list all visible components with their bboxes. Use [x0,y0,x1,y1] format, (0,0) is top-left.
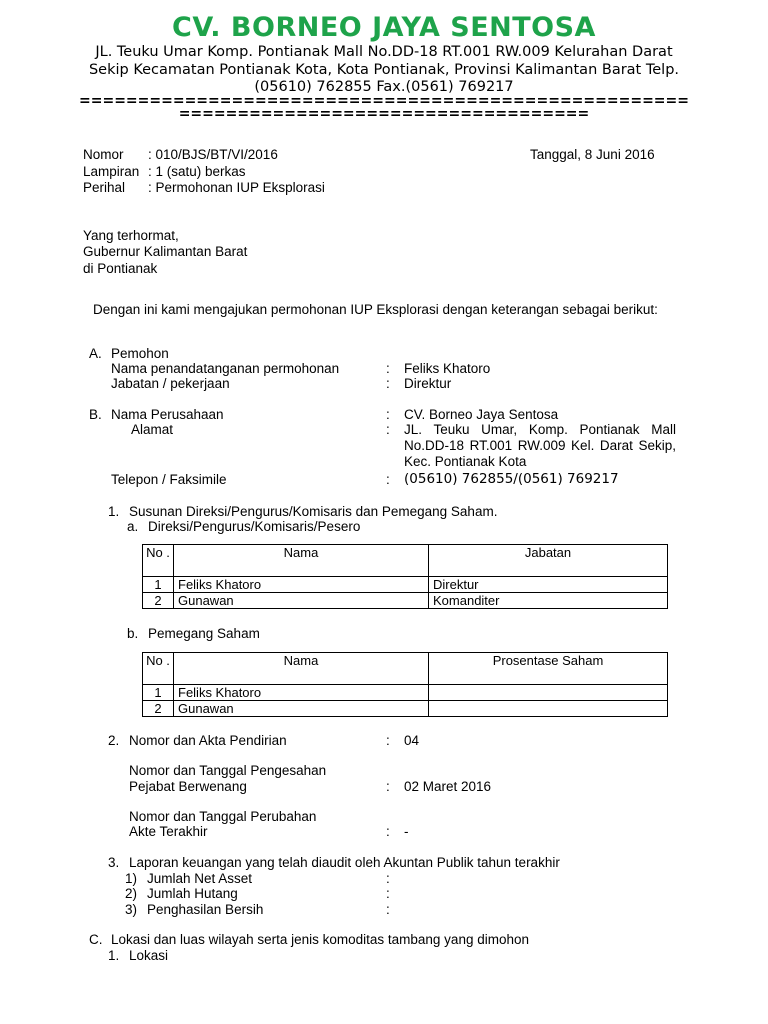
item-3-marker: 3. [108,855,120,870]
letterhead-rule-2: =================================== [178,107,590,122]
applicant-position-value: Direktur [404,376,452,391]
item-1-marker: 1. [108,504,120,519]
intro-paragraph: Dengan ini kami mengajukan permohonan IUP Eksplorasi dengan keterangan sebagai berikut: [93,302,658,317]
colon: : [386,733,390,748]
debt-label: Jumlah Hutang [147,886,238,901]
table-header-row [143,545,668,577]
perihal-label: Perihal [83,180,126,195]
perubahan-label-1: Nomor dan Tanggal Perubahan [129,809,317,824]
pengesahan-label-2: Pejabat Berwenang [129,779,247,794]
cell-saham [429,685,668,701]
cell-nama: Gunawan [174,701,429,717]
akta-value: 04 [404,733,420,748]
section-c-sub-marker: 1. [108,948,120,963]
cell-nama: Feliks Khatoro [174,685,429,701]
item-1b-marker: b. [127,626,139,641]
company-name-label: Nama Perusahaan [111,407,224,422]
pengesahan-label-1: Nomor dan Tanggal Pengesahan [129,763,327,778]
nomor-label: Nomor [83,147,124,162]
item-1a-title: Direksi/Pengurus/Komisaris/Pesero [148,519,361,534]
company-address-label: Alamat [131,422,174,437]
colon: : [386,361,390,376]
company-address-line-3: (05610) 762855 Fax.(0561) 769217 [254,79,514,95]
table-row [143,685,668,701]
cell-saham [429,701,668,717]
table-row [143,593,668,609]
colon: : [386,472,390,487]
colon: : [386,779,390,794]
perihal-value: : Permohonan IUP Eksplorasi [148,180,325,195]
directors-table [142,544,668,609]
cell-nama: Gunawan [174,593,429,609]
lampiran-value: : 1 (satu) berkas [148,164,246,179]
cell-no: 2 [143,593,174,609]
net-asset-label: Jumlah Net Asset [147,871,253,886]
perubahan-label-2: Akte Terakhir [129,824,208,839]
phone-value: (05610) 762855/(0561) 769217 [404,471,619,487]
colon: : [386,871,390,886]
salutation: Yang terhormat, [83,228,179,243]
header-no: No . [143,545,174,577]
colon: : [386,902,390,917]
section-c-title: Lokasi dan luas wilayah serta jenis komoditas tambang yang dimohon [111,932,529,947]
cell-no: 2 [143,701,174,717]
section-c-marker: C. [89,932,103,947]
header-nama: Nama [174,545,429,577]
letter-date: Tanggal, 8 Juni 2016 [530,147,655,162]
applicant-position-label: Jabatan / pekerjaan [111,376,230,391]
company-address-value: JL. Teuku Umar, Komp. Pontianak Mall No.DD-18 RT.001 RW.009 Kel. Darat Sekip, Kec. Pontianak Kota [404,422,676,469]
perubahan-value: - [404,824,409,839]
applicant-name-value: Feliks Khatoro [404,361,491,376]
applicant-name-label: Nama penandatanganan permohonan [111,361,340,376]
item-3-title: Laporan keuangan yang telah diaudit oleh Akuntan Publik tahun terakhir [129,855,560,870]
header-jabatan: Jabatan [429,545,668,577]
recipient-place: di Pontianak [83,261,158,276]
section-b-marker: B. [89,407,102,422]
section-a-marker: A. [89,346,102,361]
shareholders-table [142,652,668,717]
lokasi-label: Lokasi [129,948,169,963]
company-address-line-1: JL. Teuku Umar Komp. Pontianak Mall No.DD-18 RT.001 RW.009 Kelurahan Darat [95,44,673,60]
table-row [143,577,668,593]
cell-jabatan: Direktur [429,577,668,593]
company-name-value: CV. Borneo Jaya Sentosa [404,407,559,422]
item-3-sub-marker: 1) [125,871,138,886]
company-address-line-2: Sekip Kecamatan Pontianak Kota, Kota Pontianak, Provinsi Kalimantan Barat Telp. [88,62,680,78]
letterhead-rule-1: ==================================================== [79,94,689,109]
colon: : [386,422,390,437]
cell-no: 1 [143,685,174,701]
cell-jabatan: Komanditer [429,593,668,609]
item-1a-marker: a. [127,519,139,534]
header-no: No . [143,653,174,685]
item-1b-title: Pemegang Saham [148,626,260,641]
cell-nama: Feliks Khatoro [174,577,429,593]
lampiran-label: Lampiran [83,164,140,179]
header-saham: Prosentase Saham [429,653,668,685]
item-2-marker: 2. [108,733,120,748]
header-nama: Nama [174,653,429,685]
colon: : [386,407,390,422]
table-header-row [143,653,668,685]
company-title: CV. BORNEO JAYA SENTOSA [172,12,596,43]
section-a-title: Pemohon [111,346,169,361]
colon: : [386,886,390,901]
recipient-name: Gubernur Kalimantan Barat [83,244,248,259]
colon: : [386,376,390,391]
cell-no: 1 [143,577,174,593]
item-3-sub-marker: 3) [125,902,138,917]
item-1-title: Susunan Direksi/Pengurus/Komisaris dan Pemegang Saham. [129,504,498,519]
nomor-value: : 010/BJS/BT/VI/2016 [148,147,278,162]
table-row [143,701,668,717]
net-income-label: Penghasilan Bersih [147,902,264,917]
pengesahan-value: 02 Maret 2016 [404,779,492,794]
akta-label: Nomor dan Akta Pendirian [129,733,287,748]
item-3-sub-marker: 2) [125,886,138,901]
phone-label: Telepon / Faksimile [111,472,227,487]
colon: : [386,824,390,839]
